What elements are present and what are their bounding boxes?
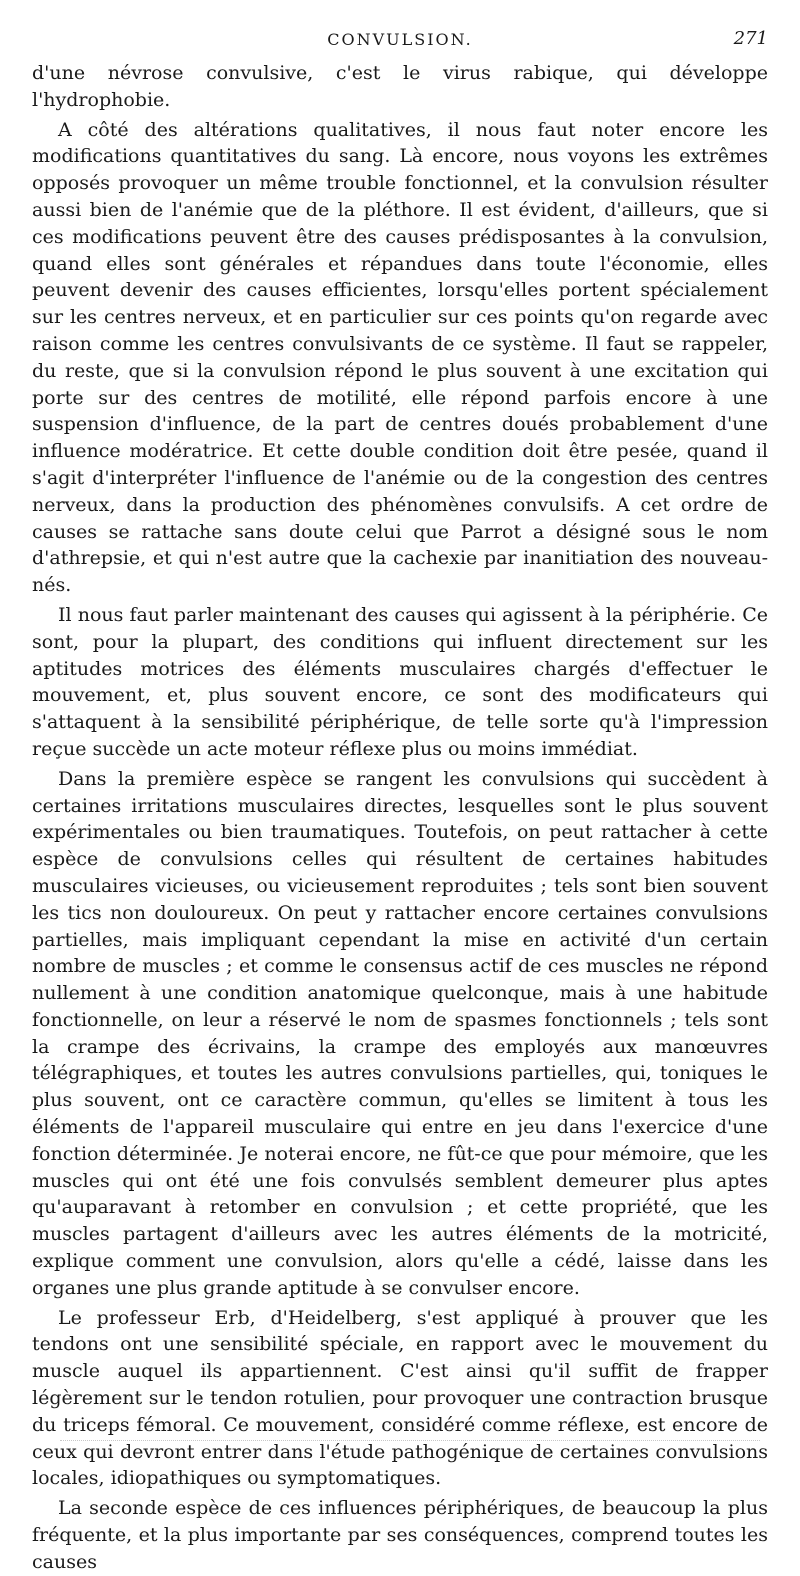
page-header	[32, 26, 768, 60]
paragraph: Le professeur Erb, d'Heidelberg, s'est appliqué à prouver que les tendons ont une sensibilité spéciale, en rapport avec le mouvement du muscle auquel ils appartiennent. C'est ainsi qu'il suffit de frapper légèrement sur le tendon rotulien, pour provoquer une contraction brusque du triceps fémoral. Ce mouvement, considéré comme réflexe, est encore de ceux qui devront entrer dans l'étude pathogénique de certaines convulsions locales, idiopathiques ou symptomatiques.	[32, 1306, 768, 1490]
paragraph: A côté des altérations qualitatives, il nous faut noter encore les modifications quantitatives du sang. Là encore, nous voyons les extrêmes opposés provoquer un même trouble fonctionnel, et la convulsion résulter aussi bien de l'anémie que de la pléthore. Il est évident, d'ailleurs, que si ces modifications peuvent être des causes prédisposantes à la convulsion, quand elles sont générales et répandues dans toute l'économie, elles peuvent devenir des causes efficientes, lorsqu'elles portent spécialement sur les centres nerveux, et en particulier sur ces points qu'on regarde avec raison comme les centres convulsivants de ce système. Il faut se rappeler, du reste, que si la convulsion répond le plus souvent à une excitation qui porte sur des centres de motilité, elle répond parfois encore à une suspension d'influence, de la part de centres doués probablement d'une influence modératrice. Et cette double condition doit être pesée, quand il s'agit d'interpréter l'influence de l'anémie ou de la congestion des centres nerveux, dans la production des phénomènes convulsifs. A cet ordre de causes se rattache sans doute celui que Parrot a désigné sous le nom d'athrepsie, et qui n'est autre que la cachexie par inanitiation des nouveau-nés.	[32, 118, 768, 597]
book-page	[32, 26, 768, 1576]
body-text	[32, 60, 768, 1576]
footer-rule	[60, 1440, 760, 1441]
page-number: 271	[733, 28, 768, 49]
paragraph: d'une névrose convulsive, c'est le virus rabique, qui développe l'hydrophobie.	[32, 62, 768, 111]
paragraph: La seconde espèce de ces influences périphériques, de beaucoup la plus fréquente, et la plus importante par ses conséquences, comprend toutes les causes	[32, 1497, 768, 1573]
paragraph: Dans la première espèce se rangent les convulsions qui succèdent à certaines irritations musculaires directes, lesquelles sont le plus souvent expérimentales ou bien traumatiques. Toutefois, on peut rattacher à cette espèce de convulsions celles qui résultent de certaines habitudes musculaires vicieuses, ou vicieusement reproduites ; tels sont bien souvent les tics non douloureux. On peut y rattacher encore certaines convulsions partielles, mais impliquant cependant la mise en activité d'un certain nombre de muscles ; et comme le consensus actif de ces muscles ne répond nullement à une condition anatomique quelconque, mais à une habitude fonctionnelle, on leur a réservé le nom de spasmes fonctionnels ; tels sont la crampe des écrivains, la crampe des employés aux manœuvres télégraphiques, et toutes les autres convulsions partielles, qui, toniques le plus souvent, ont ce caractère commun, qu'elles se limitent à tous les éléments de l'appareil musculaire qui entre en jeu dans l'exercice d'une fonction déterminée. Je noterai encore, ne fût-ce que pour mémoire, que les muscles qui ont été une fois convulsés semblent demeurer plus aptes qu'auparavant à retomber en convulsion ; et cette propriété, que les muscles partagent d'ailleurs avec les autres éléments de la motricité, explique comment une convulsion, alors qu'elle a cédé, laisse dans les organes une plus grande aptitude à se convulser encore.	[32, 767, 768, 1299]
paragraph: Il nous faut parler maintenant des causes qui agissent à la périphérie. Ce sont, pour la plupart, des conditions qui influent directement sur les aptitudes motrices des éléments musculaires chargés d'effectuer le mouvement, et, plus souvent encore, ce sont des modificateurs qui s'attaquent à la sensibilité périphérique, de telle sorte qu'à l'impression reçue succède un acte moteur réflexe plus ou moins immédiat.	[32, 603, 768, 760]
running-head: CONVULSION.	[327, 30, 473, 49]
